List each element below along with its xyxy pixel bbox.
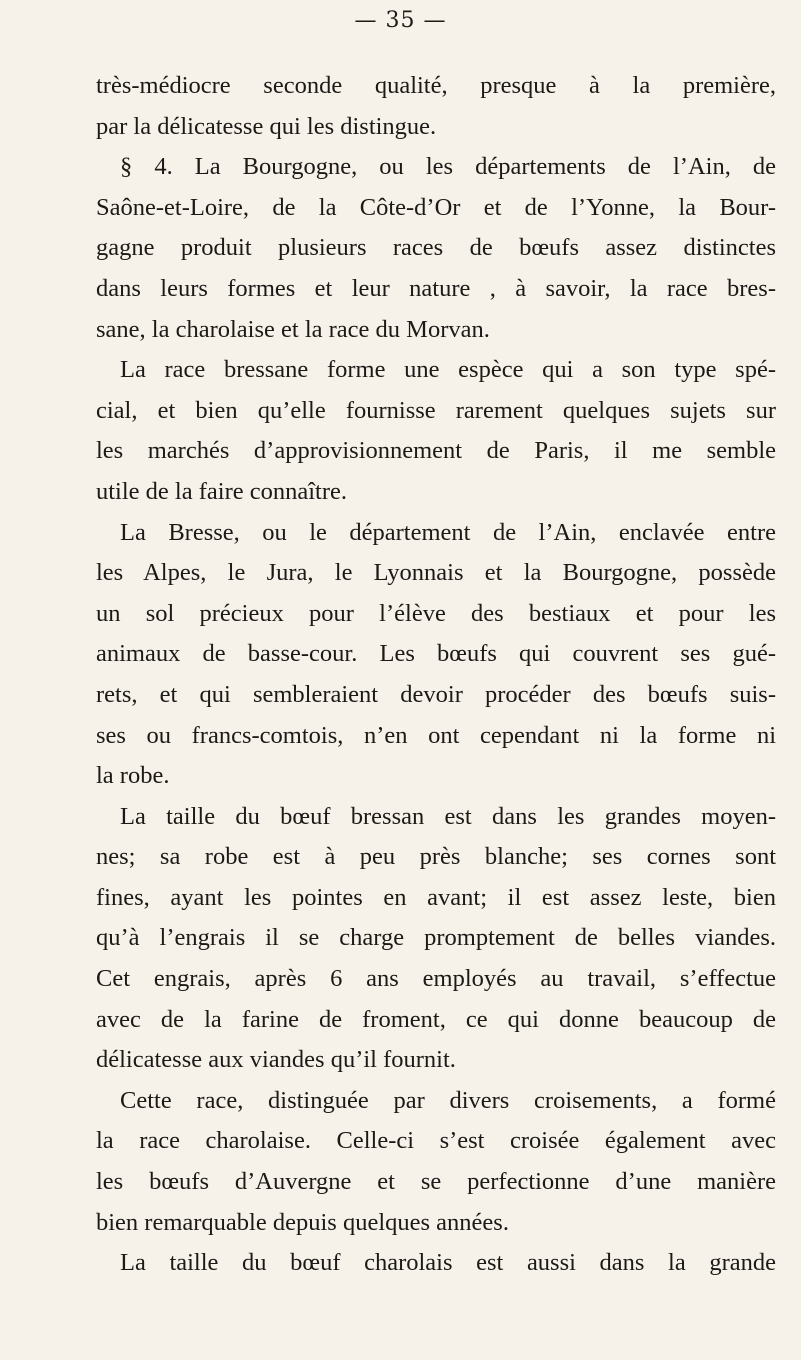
body-text [96,66,776,1284]
text-line: les bœufs d’Auvergne et se perfectionne d’une manière [96,1168,776,1196]
text-line: La taille du bœuf bressan est dans les grandes moyen- [120,802,776,830]
text-line: cial, et bien qu’elle fournisse rarement quelques sujets sur [96,396,776,424]
text-line: par la délicatesse qui les distingue. [96,112,437,140]
text-line: rets, et qui sembleraient devoir procéder des bœufs suis- [96,680,776,708]
text-line: sane, la charolaise et la race du Morvan. [96,315,490,343]
text-line: gagne produit plusieurs races de bœufs assez distinctes [96,234,776,262]
text-line: La taille du bœuf charolais est aussi dans la grande [120,1249,776,1277]
page-number: — 35 — [354,8,447,33]
text-line: § 4. La Bourgogne, ou les départements de l’Ain, de [120,153,776,181]
text-line: les marchés d’approvisionnement de Paris, il me semble [96,437,776,465]
text-line: avec de la farine de froment, ce qui donne beaucoup de [96,1005,776,1033]
text-line: utile de la faire connaître. [96,477,347,505]
text-line: un sol précieux pour l’élève des bestiaux et pour les [96,599,776,627]
text-line: nes; sa robe est à peu près blanche; ses cornes sont [96,843,776,871]
text-line: dans leurs formes et leur nature , à savoir, la race bres- [96,274,776,302]
text-line: la robe. [96,762,170,790]
text-line: animaux de basse-cour. Les bœufs qui couvrent ses gué- [96,640,776,668]
text-line: qu’à l’engrais il se charge promptement de belles viandes. [96,924,776,952]
text-line: délicatesse aux viandes qu’il fournit. [96,1046,456,1074]
text-line: ses ou francs-comtois, n’en ont cependant ni la forme ni [96,721,776,749]
text-line: bien remarquable depuis quelques années. [96,1208,509,1236]
text-line: la race charolaise. Celle-ci s’est croisée également avec [96,1127,776,1155]
text-line: Cette race, distinguée par divers croisements, a formé [120,1086,776,1114]
text-line: fines, ayant les pointes en avant; il est assez leste, bien [96,883,776,911]
text-line: La Bresse, ou le département de l’Ain, enclavée entre [120,518,776,546]
text-line: Cet engrais, après 6 ans employés au travail, s’effectue [96,965,776,993]
text-line: Saône-et-Loire, de la Côte-d’Or et de l’Yonne, la Bour- [96,193,776,221]
text-line: les Alpes, le Jura, le Lyonnais et la Bourgogne, possède [96,559,776,587]
text-line: très-médiocre seconde qualité, presque à la première, [96,72,776,99]
text-line: La race bressane forme une espèce qui a son type spé- [120,356,776,384]
